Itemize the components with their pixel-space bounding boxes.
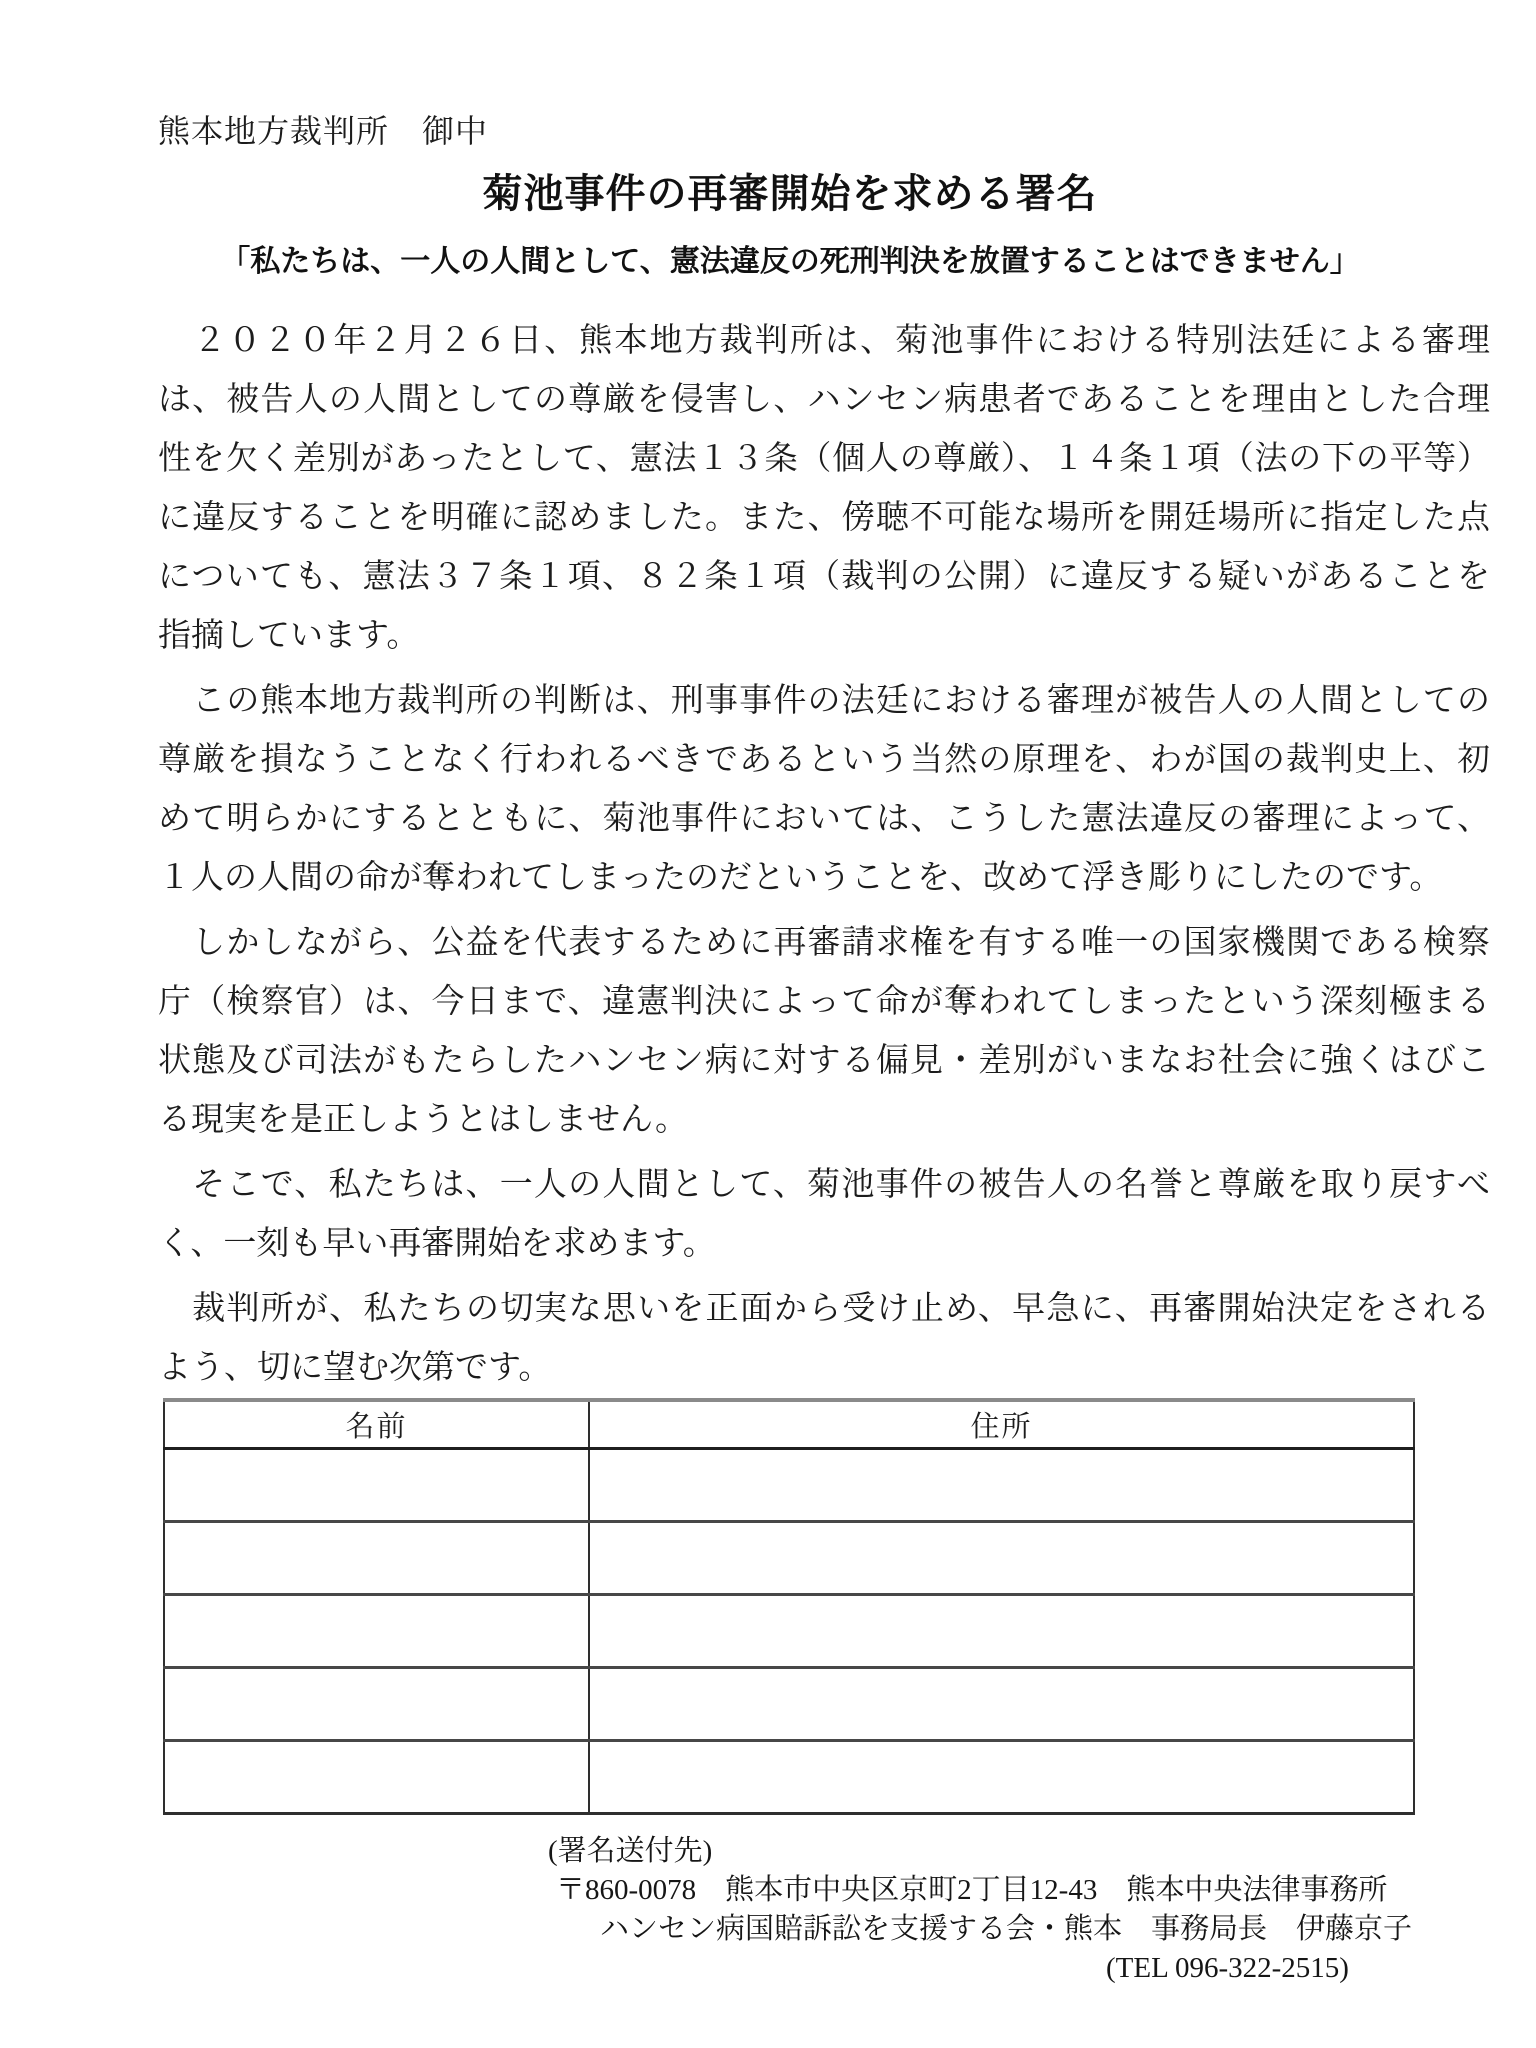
document-subtitle: 「私たちは、一人の人間として、憲法違反の死刑判決を放置することはできません」	[220, 245, 1360, 278]
paragraph-line: めて明らかにするとともに、菊池事件においては、こうした憲法違反の審理によって、	[158, 801, 1490, 837]
paragraph-line: しかしながら、公益を代表するために再審請求権を有する唯一の国家機関である検察	[158, 925, 1490, 961]
signature-cell-address	[589, 1448, 1414, 1521]
paragraph-line: 裁判所が、私たちの切実な思いを正面から受け止め、早急に、再審開始決定をされる	[158, 1291, 1490, 1327]
paragraph-line: この熊本地方裁判所の判断は、刑事事件の法廷における審理が被告人の人間としての	[158, 683, 1490, 719]
signature-cell-address	[589, 1521, 1414, 1594]
signature-cell-address	[589, 1667, 1414, 1740]
paragraph-line: よう、切に望む次第です。	[158, 1350, 552, 1386]
paragraph-line: 性を欠く差別があったとして、憲法１３条（個人の尊厳）、１４条１項（法の下の平等）	[158, 441, 1490, 477]
footer-tel-line: (TEL 096-322-2515)	[1106, 1952, 1349, 1984]
signature-cell-address	[589, 1740, 1414, 1813]
paragraph-line: 指摘しています。	[158, 618, 420, 654]
petition-paragraph	[158, 312, 1490, 666]
paragraph-line: 尊厳を損なうことなく行われるべきであるという当然の原理を、わが国の裁判史上、初	[158, 742, 1490, 778]
paragraph-line: ２０２０年２月２６日、熊本地方裁判所は、菊池事件における特別法廷による審理	[158, 323, 1490, 359]
petition-paragraph	[158, 1280, 1490, 1398]
signature-cell-name	[164, 1521, 589, 1594]
paragraph-line: についても、憲法３７条１項、８２条１項（裁判の公開）に違反する疑いがあることを	[158, 559, 1490, 595]
paragraph-line: そこで、私たちは、一人の人間として、菊池事件の被告人の名誉と尊厳を取り戻すべ	[158, 1167, 1490, 1203]
petition-paragraph	[158, 672, 1490, 908]
signature-row	[164, 1594, 1414, 1667]
signature-cell-name	[164, 1740, 589, 1813]
footer-send-to-label: (署名送付先)	[548, 1835, 713, 1867]
signature-cell-name	[164, 1448, 589, 1521]
document-title: 菊池事件の再審開始を求める署名	[482, 172, 1098, 216]
column-header-name: 名前	[164, 1400, 589, 1448]
column-header-address: 住所	[589, 1400, 1414, 1448]
petition-body	[158, 312, 1490, 1404]
signature-table-body	[164, 1448, 1414, 1813]
signature-row	[164, 1521, 1414, 1594]
footer-address-line: 〒860-0078 熊本市中央区京町2丁目12-43 熊本中央法律事務所	[556, 1874, 1388, 1906]
recipient-line: 熊本地方裁判所 御中	[158, 113, 489, 149]
paragraph-line: 状態及び司法がもたらしたハンセン病に対する偏見・差別がいまなお社会に強くはびこ	[158, 1043, 1490, 1079]
paragraph-line: 庁（検察官）は、今日まで、違憲判決によって命が奪われてしまったという深刻極まる	[158, 984, 1490, 1020]
signature-row	[164, 1448, 1414, 1521]
petition-paragraph	[158, 914, 1490, 1150]
paragraph-line: に違反することを明確に認めました。また、傍聴不可能な場所を開廷場所に指定した点	[158, 500, 1490, 536]
footer-organization-line: ハンセン病国賠訴訟を支援する会・熊本 事務局長 伊藤京子	[600, 1913, 1413, 1945]
signature-table	[163, 1398, 1415, 1815]
paragraph-line: は、被告人の人間としての尊厳を侵害し、ハンセン病患者であることを理由とした合理	[158, 382, 1490, 418]
signature-row	[164, 1667, 1414, 1740]
paragraph-line: １人の人間の命が奪われてしまったのだということを、改めて浮き彫りにしたのです。	[158, 860, 1443, 896]
petition-paragraph	[158, 1156, 1490, 1274]
signature-cell-address	[589, 1594, 1414, 1667]
paragraph-line: く、一刻も早い再審開始を求めます。	[158, 1226, 716, 1262]
table-header-row	[164, 1400, 1414, 1448]
signature-cell-name	[164, 1594, 589, 1667]
paragraph-line: る現実を是正しようとはしません。	[158, 1102, 688, 1138]
footer	[0, 1832, 1536, 1988]
signature-row	[164, 1740, 1414, 1813]
signature-cell-name	[164, 1667, 589, 1740]
